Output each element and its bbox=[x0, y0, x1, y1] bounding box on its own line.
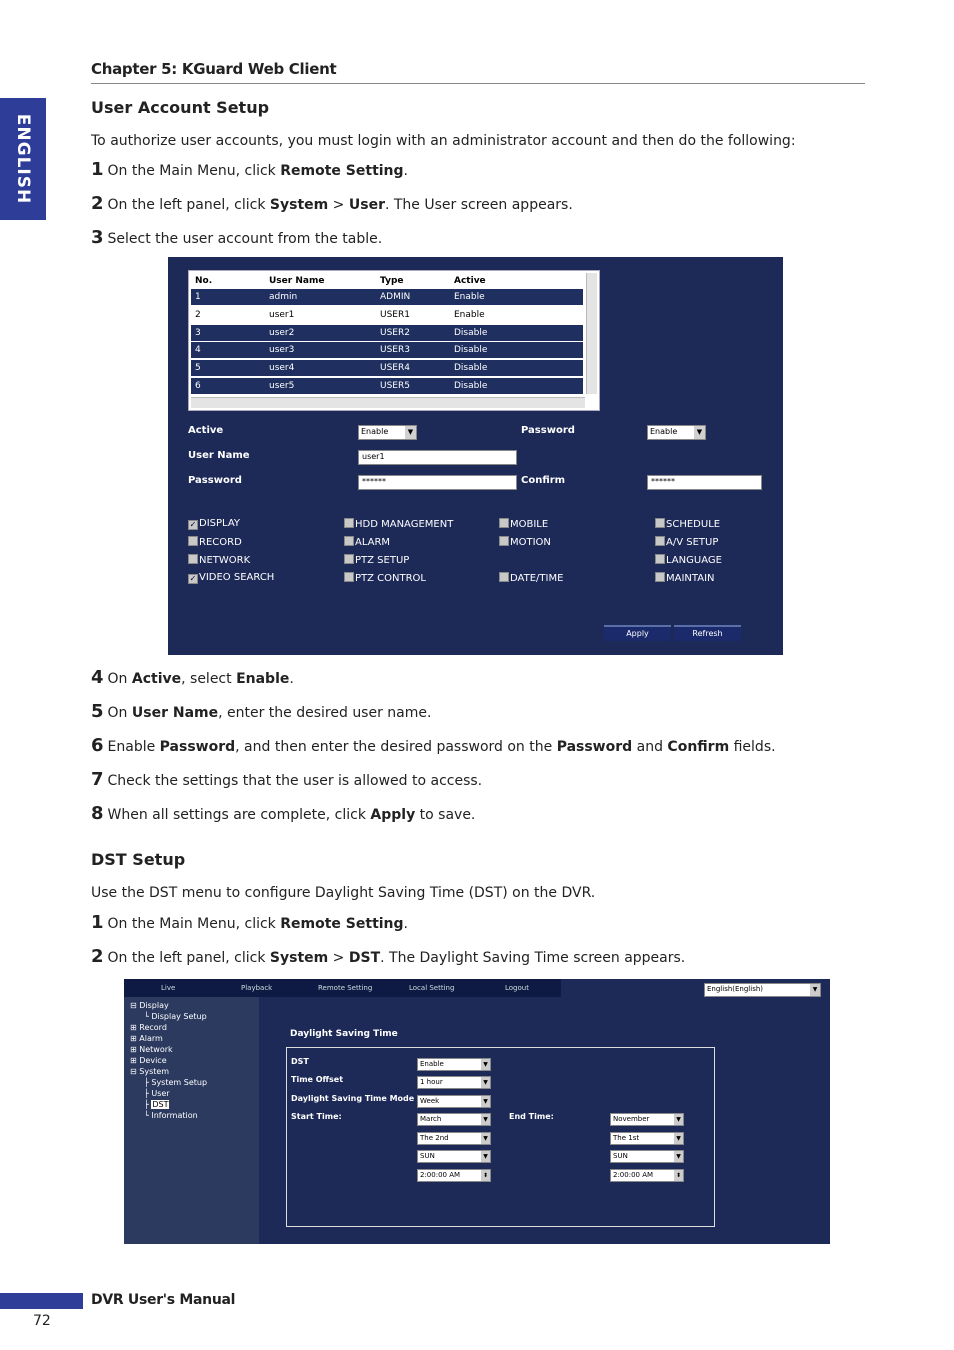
table-cell: Disable bbox=[454, 327, 488, 338]
tree-record[interactable]: ⊞ Record bbox=[130, 1023, 167, 1032]
step-1-b1: Remote Setting bbox=[280, 163, 404, 179]
permission-label: HDD MANAGEMENT bbox=[355, 519, 454, 530]
language-tab bbox=[0, 98, 46, 220]
chevron-down-icon: ▼ bbox=[694, 426, 705, 439]
step-2-b1: System bbox=[269, 197, 329, 213]
tree-alarm[interactable]: ⊞ Alarm bbox=[130, 1034, 163, 1043]
checkbox-empty-icon bbox=[499, 536, 509, 546]
chevron-down-icon: ▼ bbox=[674, 1114, 683, 1125]
table-cell: Disable bbox=[454, 363, 488, 374]
permission-checkbox[interactable] bbox=[344, 518, 453, 530]
checkbox-empty-icon bbox=[655, 554, 665, 564]
permission-checkbox[interactable] bbox=[188, 536, 242, 548]
end-day-select[interactable] bbox=[610, 1150, 684, 1163]
chevron-down-icon: ▼ bbox=[405, 426, 416, 439]
active-select-value: Enable bbox=[361, 427, 389, 436]
table-row[interactable] bbox=[191, 307, 583, 323]
checkbox-checked-icon: ✓ bbox=[189, 574, 197, 583]
step-4-num: 4 bbox=[91, 667, 104, 688]
step-6-mid: , and then enter the desired password on the bbox=[235, 739, 557, 755]
step-8-num: 8 bbox=[91, 803, 104, 824]
permission-label: DISPLAY bbox=[199, 518, 241, 529]
table-cell: 2 bbox=[195, 309, 201, 320]
tree-system-setup[interactable]: ├ System Setup bbox=[144, 1078, 208, 1087]
time-offset-value: 1 hour bbox=[420, 1078, 443, 1086]
chevron-down-icon: ▼ bbox=[481, 1151, 490, 1162]
permission-label: MOTION bbox=[510, 537, 551, 548]
step-6-post: fields. bbox=[729, 739, 776, 755]
table-cell: 5 bbox=[195, 363, 201, 374]
table-cell: Enable bbox=[454, 292, 485, 302]
step-4-mid: , select bbox=[181, 671, 237, 687]
table-horizontal-scrollbar[interactable] bbox=[191, 397, 585, 408]
tree-user[interactable]: ├ User bbox=[144, 1089, 170, 1098]
tree-display[interactable]: ⊟ Display bbox=[130, 1001, 169, 1010]
table-cell: 4 bbox=[195, 345, 201, 356]
nav-live[interactable]: Live bbox=[161, 984, 176, 992]
checkbox-empty-icon bbox=[344, 554, 354, 564]
step-4 bbox=[91, 667, 294, 688]
permission-label: SCHEDULE bbox=[666, 519, 721, 530]
step-8-post: to save. bbox=[415, 807, 476, 823]
permission-checkbox[interactable] bbox=[344, 572, 426, 584]
step-3-pre: Select the user account from the table. bbox=[107, 231, 383, 247]
checkbox-empty-icon bbox=[655, 572, 665, 582]
table-row[interactable] bbox=[191, 378, 583, 394]
table-cell: USER1 bbox=[380, 309, 410, 320]
col-type: Type bbox=[380, 276, 404, 286]
end-month-select[interactable] bbox=[610, 1113, 684, 1126]
table-cell: USER2 bbox=[380, 327, 410, 338]
chapter-title: Chapter 5: KGuard Web Client bbox=[91, 60, 337, 78]
permission-label: LANGUAGE bbox=[666, 555, 722, 566]
chevron-down-icon: ▼ bbox=[810, 984, 820, 996]
dst-value: Enable bbox=[420, 1060, 444, 1068]
checkbox-empty-icon bbox=[655, 518, 665, 528]
table-row[interactable] bbox=[191, 289, 583, 305]
dst-label: DST bbox=[291, 1057, 309, 1066]
step-4-post: . bbox=[289, 671, 294, 687]
chevron-down-icon: ▼ bbox=[481, 1096, 490, 1107]
section-title-dst: DST Setup bbox=[91, 850, 186, 869]
username-input[interactable] bbox=[358, 450, 517, 465]
step-7 bbox=[91, 769, 482, 790]
step-7-num: 7 bbox=[91, 769, 104, 790]
end-day-value: SUN bbox=[613, 1152, 628, 1160]
dst-setup-screenshot bbox=[124, 979, 830, 1244]
start-week-select[interactable] bbox=[417, 1132, 491, 1145]
table-cell: 1 bbox=[195, 292, 201, 302]
checkbox-empty-icon bbox=[655, 536, 665, 546]
step-2-post: . The Daylight Saving Time screen appears. bbox=[380, 950, 686, 966]
permission-label: PTZ SETUP bbox=[355, 555, 410, 566]
confirm-input[interactable] bbox=[647, 475, 762, 490]
step-2-num: 2 bbox=[91, 946, 104, 967]
permission-checkbox[interactable] bbox=[655, 518, 720, 530]
table-cell: admin bbox=[269, 292, 298, 302]
table-cell: user5 bbox=[269, 381, 295, 391]
nav-playback[interactable]: Playback bbox=[241, 984, 273, 992]
dst-select[interactable] bbox=[417, 1058, 491, 1071]
end-time-value: 2:00:00 AM bbox=[613, 1171, 654, 1179]
end-time-label: End Time: bbox=[509, 1112, 554, 1121]
checkbox-empty-icon bbox=[188, 536, 198, 546]
table-row[interactable] bbox=[191, 342, 583, 358]
table-cell: 3 bbox=[195, 327, 201, 338]
step-1-post: . bbox=[403, 163, 408, 179]
dst-form bbox=[286, 1047, 715, 1227]
section-intro-user-account: To authorize user accounts, you must login with an administrator account and then do the following: bbox=[91, 133, 796, 149]
dst-mode-select[interactable] bbox=[417, 1095, 491, 1108]
username-label: User Name bbox=[188, 450, 250, 461]
col-no: No. bbox=[195, 276, 213, 286]
permission-checkbox[interactable] bbox=[499, 536, 551, 548]
dst-mode-label: Daylight Saving Time Mode bbox=[291, 1094, 415, 1103]
table-vertical-scrollbar[interactable] bbox=[586, 273, 597, 394]
refresh-button[interactable]: Refresh bbox=[674, 625, 741, 641]
permission-label: ALARM bbox=[355, 537, 391, 548]
chevron-down-icon: ▼ bbox=[481, 1114, 490, 1125]
checkbox-checked-icon: ✓ bbox=[189, 520, 197, 529]
password-toggle-select[interactable] bbox=[647, 425, 706, 440]
step-2-post: . The User screen appears. bbox=[384, 197, 573, 213]
permission-label: MOBILE bbox=[510, 519, 549, 530]
start-day-select[interactable] bbox=[417, 1150, 491, 1163]
step-1-b1: Remote Setting bbox=[280, 916, 404, 932]
step-4-b2: Enable bbox=[236, 671, 290, 687]
table-cell: user1 bbox=[269, 309, 295, 320]
table-row[interactable] bbox=[191, 325, 583, 341]
checkbox-empty-icon bbox=[344, 518, 354, 528]
table-cell: user3 bbox=[269, 345, 295, 356]
checkbox-empty-icon bbox=[499, 518, 509, 528]
tree-dst[interactable]: ├ DST bbox=[144, 1100, 169, 1109]
active-label: Active bbox=[188, 425, 224, 436]
permission-checkbox[interactable] bbox=[655, 572, 715, 584]
password-input[interactable] bbox=[358, 475, 517, 490]
start-time-label: Start Time: bbox=[291, 1112, 342, 1121]
table-cell: Disable bbox=[454, 345, 488, 356]
password-label: Password bbox=[188, 475, 242, 486]
permission-checkbox[interactable] bbox=[188, 554, 250, 566]
step-5-pre: On bbox=[107, 705, 132, 721]
chevron-down-icon: ▼ bbox=[674, 1151, 683, 1162]
step-1-num: 1 bbox=[91, 912, 104, 933]
step-1-post: . bbox=[403, 916, 408, 932]
checkbox-empty-icon bbox=[499, 572, 509, 582]
tree-system[interactable]: ⊟ System bbox=[130, 1067, 170, 1076]
permission-label: DATE/TIME bbox=[510, 573, 564, 584]
start-time-spinner[interactable] bbox=[417, 1169, 491, 1182]
settings-tree bbox=[124, 997, 259, 1244]
step-2-pre: On the left panel, click bbox=[107, 950, 270, 966]
permission-label: A/V SETUP bbox=[666, 537, 719, 548]
step-5-b1: User Name bbox=[131, 705, 219, 721]
end-week-value: The 1st bbox=[613, 1134, 640, 1142]
step-6 bbox=[91, 735, 776, 756]
start-day-value: SUN bbox=[420, 1152, 435, 1160]
tree-information[interactable]: └ Information bbox=[144, 1111, 198, 1120]
step-1-num: 1 bbox=[91, 159, 104, 180]
language-select[interactable] bbox=[704, 983, 821, 997]
footer-manual-title: DVR User's Manual bbox=[91, 1292, 236, 1308]
step-2-b2: User bbox=[348, 197, 385, 213]
nav-logout[interactable]: Logout bbox=[505, 984, 529, 992]
permission-checkbox[interactable] bbox=[655, 554, 722, 566]
chevron-down-icon: ▼ bbox=[481, 1059, 490, 1070]
col-username: User Name bbox=[269, 276, 325, 286]
step-6-b1: Password bbox=[159, 739, 236, 755]
step-8-pre: When all settings are complete, click bbox=[107, 807, 371, 823]
step-3 bbox=[91, 227, 382, 248]
step-5 bbox=[91, 701, 431, 722]
table-cell: Enable bbox=[454, 309, 485, 320]
top-navigation bbox=[124, 979, 561, 997]
table-cell: Disable bbox=[454, 381, 488, 391]
step-2-mid: > bbox=[328, 950, 349, 966]
footer-bar bbox=[0, 1293, 83, 1309]
apply-button[interactable]: Apply bbox=[604, 625, 671, 641]
step-2-pre: On the left panel, click bbox=[107, 197, 270, 213]
tree-network[interactable]: ⊞ Network bbox=[130, 1045, 173, 1054]
step-6-b2: Password bbox=[556, 739, 633, 755]
section-title-user-account: User Account Setup bbox=[91, 98, 270, 117]
page-number: 72 bbox=[33, 1313, 51, 1329]
step-2-b2: DST bbox=[348, 950, 381, 966]
step-1 bbox=[91, 912, 408, 933]
permission-checkbox[interactable] bbox=[499, 518, 548, 530]
language-value: English(English) bbox=[707, 985, 764, 993]
step-4-b1: Active bbox=[131, 671, 182, 687]
permission-checkbox[interactable] bbox=[188, 518, 240, 530]
language-tab-label: ENGLISH bbox=[13, 113, 33, 205]
tree-display-setup[interactable]: └ Display Setup bbox=[144, 1012, 207, 1021]
step-2-mid: > bbox=[328, 197, 349, 213]
start-week-value: The 2nd bbox=[420, 1134, 449, 1142]
permission-label: MAINTAIN bbox=[666, 573, 715, 584]
step-7-pre: Check the settings that the user is allowed to access. bbox=[107, 773, 483, 789]
table-cell: USER4 bbox=[380, 363, 410, 374]
confirm-value: ****** bbox=[651, 477, 675, 486]
permission-checkbox[interactable] bbox=[655, 536, 718, 548]
spinner-icon: ⬍ bbox=[482, 1172, 489, 1179]
password-toggle-label: Password bbox=[521, 425, 575, 436]
step-6-num: 6 bbox=[91, 735, 104, 756]
chevron-down-icon: ▼ bbox=[481, 1133, 490, 1144]
col-active: Active bbox=[454, 276, 486, 286]
nav-local-setting[interactable]: Local Setting bbox=[409, 984, 455, 992]
step-2 bbox=[91, 193, 573, 214]
step-5-num: 5 bbox=[91, 701, 104, 722]
step-2-b1: System bbox=[269, 950, 329, 966]
step-6-pre: Enable bbox=[107, 739, 160, 755]
step-2-num: 2 bbox=[91, 193, 104, 214]
start-time-value: 2:00:00 AM bbox=[420, 1171, 461, 1179]
user-table bbox=[188, 270, 600, 411]
user-table-header bbox=[191, 273, 583, 287]
chevron-down-icon: ▼ bbox=[481, 1077, 490, 1088]
permission-checkbox[interactable] bbox=[499, 572, 563, 584]
step-1 bbox=[91, 159, 408, 180]
checkbox-empty-icon bbox=[344, 572, 354, 582]
step-2 bbox=[91, 946, 685, 967]
table-cell: ADMIN bbox=[380, 292, 411, 302]
step-4-pre: On bbox=[107, 671, 132, 687]
section-intro-dst: Use the DST menu to configure Daylight Saving Time (DST) on the DVR. bbox=[91, 885, 596, 901]
step-6-b3: Confirm bbox=[667, 739, 730, 755]
table-cell: USER3 bbox=[380, 345, 410, 356]
step-1-pre: On the Main Menu, click bbox=[107, 916, 281, 932]
permission-label: VIDEO SEARCH bbox=[199, 572, 275, 583]
nav-remote-setting[interactable]: Remote Setting bbox=[318, 984, 373, 992]
dst-mode-value: Week bbox=[420, 1097, 440, 1105]
step-6-mid2: and bbox=[632, 739, 668, 755]
user-setup-screenshot bbox=[168, 257, 783, 655]
permission-checkbox[interactable] bbox=[344, 536, 390, 548]
start-month-value: March bbox=[420, 1115, 442, 1123]
chapter-rule bbox=[91, 83, 865, 84]
permission-label: NETWORK bbox=[199, 555, 251, 566]
password-value: ****** bbox=[362, 477, 386, 486]
step-5-post: , enter the desired user name. bbox=[218, 705, 432, 721]
checkbox-empty-icon bbox=[344, 536, 354, 546]
password-toggle-value: Enable bbox=[650, 427, 678, 436]
step-3-num: 3 bbox=[91, 227, 104, 248]
chevron-down-icon: ▼ bbox=[674, 1133, 683, 1144]
tree-device[interactable]: ⊞ Device bbox=[130, 1056, 167, 1065]
table-cell: USER5 bbox=[380, 381, 410, 391]
step-8 bbox=[91, 803, 475, 824]
checkbox-empty-icon bbox=[188, 554, 198, 564]
table-cell: user2 bbox=[269, 327, 295, 338]
start-month-select[interactable] bbox=[417, 1113, 491, 1126]
step-8-b1: Apply bbox=[370, 807, 416, 823]
table-cell: user4 bbox=[269, 363, 295, 374]
permission-checkbox[interactable] bbox=[188, 572, 274, 584]
permission-label: PTZ CONTROL bbox=[355, 573, 427, 584]
spinner-icon: ⬍ bbox=[675, 1172, 682, 1179]
confirm-label: Confirm bbox=[521, 475, 566, 486]
time-offset-label: Time Offset bbox=[291, 1075, 344, 1084]
end-week-select[interactable] bbox=[610, 1132, 684, 1145]
permission-label: RECORD bbox=[199, 537, 242, 548]
end-month-value: November bbox=[613, 1115, 650, 1123]
dst-screen-title: Daylight Saving Time bbox=[290, 1029, 398, 1039]
step-1-pre: On the Main Menu, click bbox=[107, 163, 281, 179]
username-value: user1 bbox=[362, 452, 385, 461]
permission-checkbox[interactable] bbox=[344, 554, 409, 566]
active-select[interactable] bbox=[358, 425, 417, 440]
table-cell: 6 bbox=[195, 381, 201, 391]
time-offset-select[interactable] bbox=[417, 1076, 491, 1089]
table-row[interactable] bbox=[191, 360, 583, 376]
end-time-spinner[interactable] bbox=[610, 1169, 684, 1182]
